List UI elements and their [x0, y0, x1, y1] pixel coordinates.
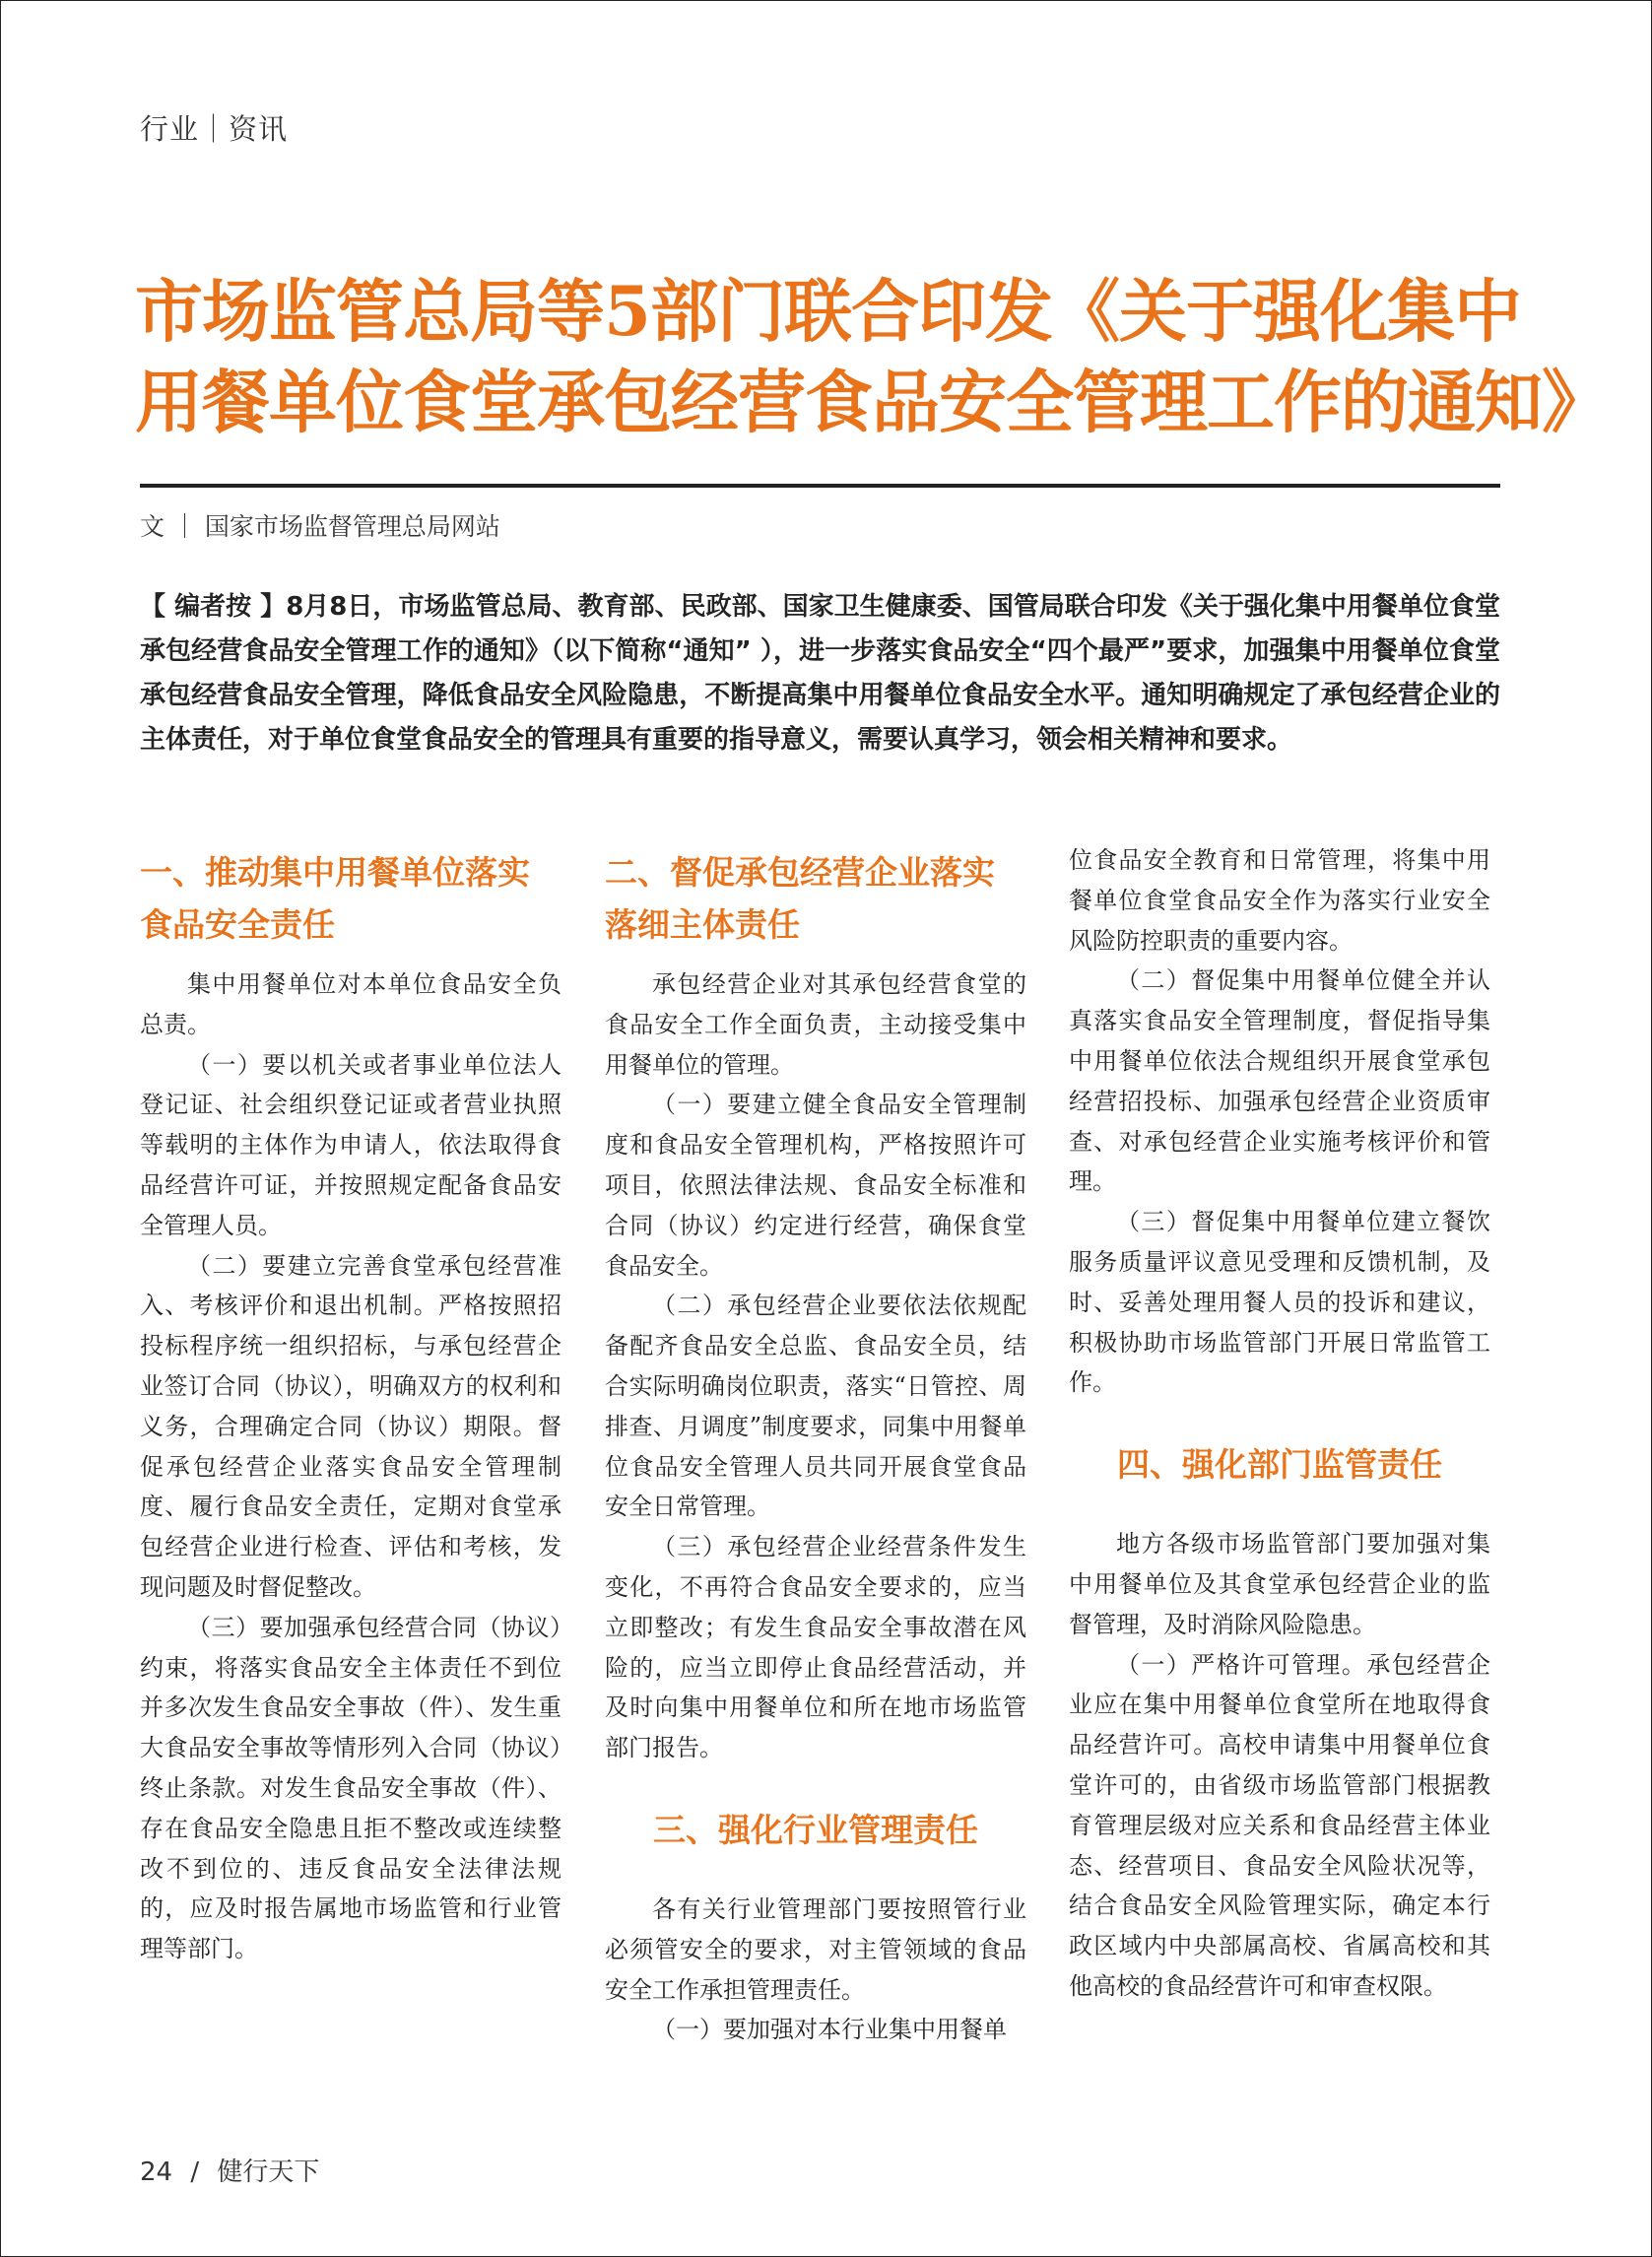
section-4-heading: 四、强化部门监管责任 — [1117, 1445, 1442, 1485]
title-divider — [140, 484, 1500, 488]
section-2-paragraph: （三）承包经营企业经营条件发生变化，不再符合食品安全要求的，应当立即整改；有发生食品安全事故潜在风险的，应当立即停止食品经营活动，并及时向集中用餐单位和所在地市场监管部门报告。 — [605, 1533, 1026, 1762]
section-3-paragraph: （二）督促集中用餐单位健全并认真落实食品安全管理制度，督促指导集中用餐单位依法合规组织开展食堂承包经营招投标、加强承包经营企业资质审查、对承包经营企业实施考核评价和管理。 — [1069, 966, 1490, 1196]
section-2-paragraph: 承包经营企业对其承包经营食堂的食品安全工作全面负责，主动接受集中用餐单位的管理。 — [605, 970, 1026, 1079]
editor-note: 【 编者按 】8月8日，市场监管总局、教育部、民政部、国家卫生健康委、国管局联合印发《关于强化集中用餐单位食堂承包经营食品安全管理工作的通知》（以下简称“通知” ），进一步落实食品安全“四个最严”要求，加强集中用餐单位食堂承包经营食品安全管理，降低食品安全风险隐患，不断提高集中用餐单位食品安全水平。通知明确规定了承包经营企业的主体责任，对于单位食堂食品安全的管理具有重要的指导意义，需要认真学习，领会相关精神和要求。 — [140, 592, 1500, 755]
section-3-paragraph: 各有关行业管理部门要按照管行业必须管安全的要求，对主管领域的食品安全工作承担管理责任。 — [605, 1894, 1026, 2004]
section-4-paragraph: （一）严格许可管理。承包经营企业应在集中用餐单位食堂所在地取得食品经营许可。高校申请集中用餐单位食堂许可的，由省级市场监管部门根据教育管理层级对应关系和食品经营主体业态、经营项目、食品安全风险状况等，结合食品安全风险管理实际，确定本行政区域内中央部属高校、省属高校和其他高校的食品经营许可和审查权限。 — [1069, 1650, 1490, 2000]
title-line-2: 用餐单位食堂承包经营食品安全管理工作的通知》 — [135, 363, 1609, 442]
section-2-heading: 二、督促承包经营企业落实落细主体责任 — [605, 853, 995, 944]
page-number: 24 — [140, 2157, 173, 2187]
magazine-name: 健行天下 — [217, 2157, 320, 2187]
section-3-paragraph-continued: 位食品安全教育和日常管理，将集中用餐单位食堂食品安全作为落实行业安全风险防控职责的重要内容。 — [1069, 846, 1490, 955]
column-2 — [605, 846, 1026, 2050]
article-title — [135, 267, 1609, 448]
byline: 文 ｜ 国家市场监督管理总局网站 — [140, 512, 500, 541]
section-3-heading: 三、强化行业管理责任 — [653, 1810, 978, 1849]
section-4-paragraph: 地方各级市场监管部门要加强对集中用餐单位及其食堂承包经营企业的监督管理，及时消除风险隐患。 — [1069, 1530, 1490, 1638]
column-3 — [1069, 840, 1490, 2007]
section-1-heading: 一、推动集中用餐单位落实食品安全责任 — [140, 853, 530, 944]
page-footer — [140, 2152, 319, 2188]
title-line-1: 市场监管总局等5部门联合印发《关于强化集中 — [135, 272, 1522, 352]
section-1-paragraph: （二）要建立完善食堂承包经营准入、考核评价和退出机制。严格按照招投标程序统一组织招标，与承包经营企业签订合同（协议），明确双方的权利和义务，合理确定合同（协议）期限。督促承包经营企业落实食品安全管理制度、履行食品安全责任，定期对食堂承包经营企业进行检查、评估和考核，发现问题及时督促整改。 — [140, 1251, 562, 1601]
section-1-paragraph: （三）要加强承包经营合同（协议）约束，将落实食品安全主体责任不到位并多次发生食品安全事故（件）、发生重大食品安全事故等情形列入合同（协议）终止条款。对发生食品安全事故（件）、存在食品安全隐患且拒不整改或连续整改不到位的、违反食品安全法律法规的，应及时报告属地市场监管和行业管理等部门。 — [140, 1613, 562, 1963]
section-tag: 行业｜资讯 — [140, 112, 289, 146]
section-1-paragraph: （一）要以机关或者事业单位法人登记证、社会组织登记证或者营业执照等载明的主体作为申请人，依法取得食品经营许可证，并按照规定配备食品安全管理人员。 — [140, 1050, 562, 1239]
section-2-paragraph: （二）承包经营企业要依法依规配备配齐食品安全总监、食品安全员，结合实际明确岗位职责，落实“日管控、周排查、月调度”制度要求，同集中用餐单位食品安全管理人员共同开展食堂食品安全日常管理。 — [605, 1292, 1026, 1521]
section-2-paragraph: （一）要建立健全食品安全管理制度和食品安全管理机构，严格按照许可项目，依照法律法规、食品安全标准和合同（协议）约定进行经营，确保食堂食品安全。 — [605, 1091, 1026, 1280]
section-3-paragraph: （三）督促集中用餐单位建立餐饮服务质量评议意见受理和反馈机制，及时、妥善处理用餐人员的投诉和建议，积极协助市场监管部门开展日常监管工作。 — [1069, 1208, 1490, 1397]
column-1 — [140, 846, 562, 1969]
section-1-paragraph: 集中用餐单位对本单位食品安全负总责。 — [140, 970, 562, 1038]
footer-separator: / — [190, 2157, 200, 2187]
section-3-paragraph: （一）要加强对本行业集中用餐单 — [652, 2016, 1007, 2044]
